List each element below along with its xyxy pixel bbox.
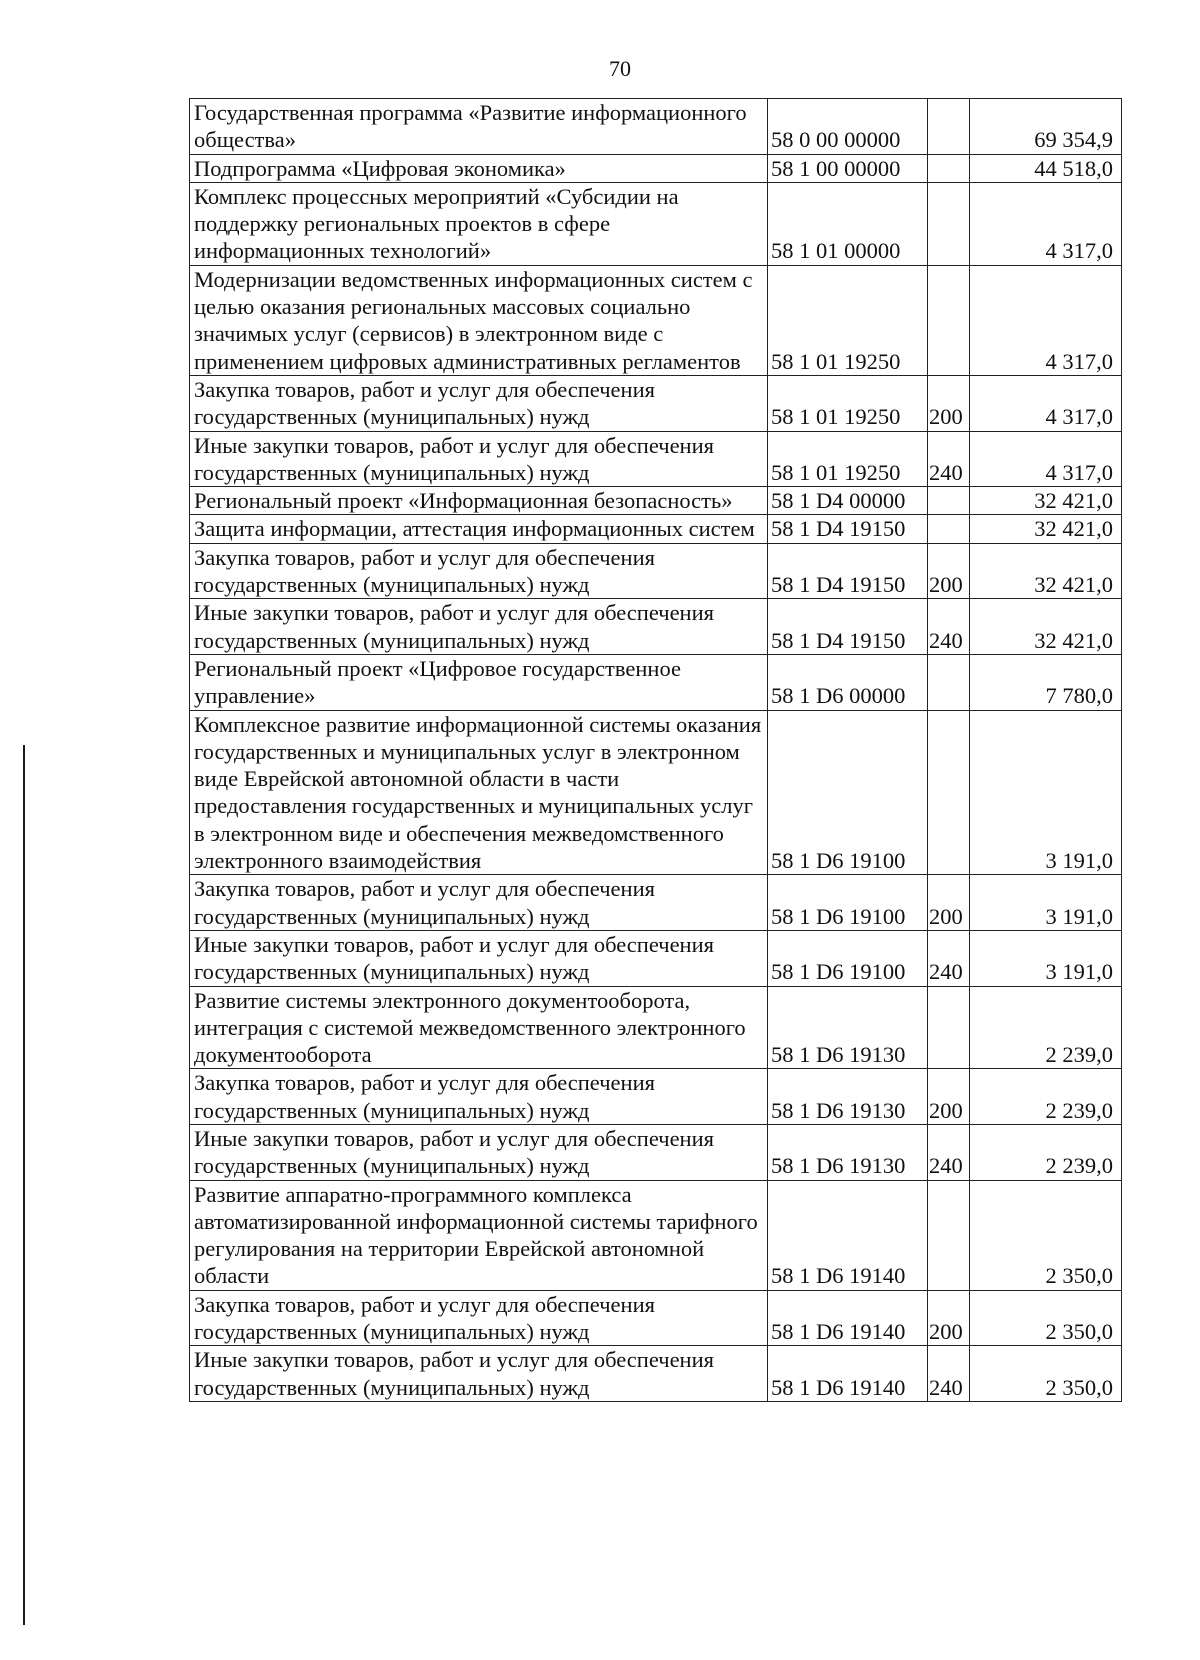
table-row [190,1290,1122,1346]
row-name-cell: Закупка товаров, работ и услуг для обеспечения государственных (муниципальных) нужд [190,543,768,599]
row-expense-type-cell: 200 [928,875,970,931]
table-row [190,99,1122,155]
table-row [190,515,1122,543]
row-expense-type-cell [928,710,970,875]
row-amount-cell: 3 191,0 [970,710,1122,875]
budget-table [189,98,1122,1402]
table-row [190,543,1122,599]
row-expense-type-cell [928,654,970,710]
margin-line [23,745,25,1625]
row-code-cell: 58 1 01 00000 [768,182,928,265]
table-row [190,1180,1122,1290]
table-row [190,930,1122,986]
row-code-cell: 58 1 D4 19150 [768,543,928,599]
row-name-cell: Комплекс процессных мероприятий «Субсидии на поддержку региональных проектов в сфере информационных технологий» [190,182,768,265]
row-code-cell: 58 1 D6 00000 [768,654,928,710]
row-amount-cell: 4 317,0 [970,431,1122,487]
table-row [190,375,1122,431]
row-expense-type-cell: 240 [928,930,970,986]
row-expense-type-cell: 200 [928,543,970,599]
row-code-cell: 58 1 D6 19130 [768,1069,928,1125]
row-code-cell: 58 1 D6 19130 [768,986,928,1069]
table-row [190,875,1122,931]
row-expense-type-cell [928,154,970,182]
row-name-cell: Иные закупки товаров, работ и услуг для обеспечения государственных (муниципальных) нужд [190,431,768,487]
row-code-cell: 58 1 D6 19100 [768,875,928,931]
row-amount-cell: 3 191,0 [970,930,1122,986]
table-body [190,99,1122,1402]
row-expense-type-cell: 240 [928,1346,970,1402]
row-name-cell: Закупка товаров, работ и услуг для обеспечения государственных (муниципальных) нужд [190,1290,768,1346]
page-number: 70 [609,56,631,81]
table-row [190,1346,1122,1402]
row-name-cell: Иные закупки товаров, работ и услуг для обеспечения государственных (муниципальных) нужд [190,1124,768,1180]
row-amount-cell: 32 421,0 [970,515,1122,543]
table-row [190,1124,1122,1180]
row-expense-type-cell: 200 [928,1290,970,1346]
row-expense-type-cell: 240 [928,599,970,655]
row-expense-type-cell [928,487,970,515]
row-name-cell: Иные закупки товаров, работ и услуг для обеспечения государственных (муниципальных) нужд [190,1346,768,1402]
row-amount-cell: 2 350,0 [970,1180,1122,1290]
row-expense-type-cell [928,1180,970,1290]
row-code-cell: 58 1 D4 19150 [768,599,928,655]
row-code-cell: 58 1 01 19250 [768,265,928,375]
row-amount-cell: 69 354,9 [970,99,1122,155]
row-name-cell: Иные закупки товаров, работ и услуг для обеспечения государственных (муниципальных) нужд [190,930,768,986]
row-amount-cell: 32 421,0 [970,543,1122,599]
row-name-cell: Развитие аппаратно-программного комплекса автоматизированной информационной системы тарифного регулирования на территории Еврейской автономной области [190,1180,768,1290]
row-code-cell: 58 1 01 19250 [768,375,928,431]
row-name-cell: Защита информации, аттестация информационных систем [190,515,768,543]
row-amount-cell: 2 350,0 [970,1290,1122,1346]
table-row [190,654,1122,710]
row-name-cell: Региональный проект «Информационная безопасность» [190,487,768,515]
row-code-cell: 58 1 D6 19140 [768,1180,928,1290]
row-amount-cell: 7 780,0 [970,654,1122,710]
row-code-cell: 58 1 01 19250 [768,431,928,487]
row-name-cell: Развитие системы электронного документооборота, интеграция с системой межведомственного электронного документооборота [190,986,768,1069]
row-name-cell: Подпрограмма «Цифровая экономика» [190,154,768,182]
row-amount-cell: 32 421,0 [970,599,1122,655]
table-row [190,487,1122,515]
row-name-cell: Государственная программа «Развитие информационного общества» [190,99,768,155]
row-code-cell: 58 1 D4 00000 [768,487,928,515]
table-row [190,710,1122,875]
row-expense-type-cell: 200 [928,375,970,431]
row-expense-type-cell [928,182,970,265]
row-code-cell: 58 1 D6 19130 [768,1124,928,1180]
row-name-cell: Модернизации ведомственных информационных систем с целью оказания региональных массовых социально значимых услуг (сервисов) в электронном виде с применением цифровых административных регламентов [190,265,768,375]
row-expense-type-cell: 240 [928,431,970,487]
row-code-cell: 58 1 D6 19100 [768,930,928,986]
table-row [190,182,1122,265]
row-amount-cell: 3 191,0 [970,875,1122,931]
row-amount-cell: 2 350,0 [970,1346,1122,1402]
row-amount-cell: 4 317,0 [970,182,1122,265]
row-code-cell: 58 1 00 00000 [768,154,928,182]
table-row [190,265,1122,375]
row-amount-cell: 2 239,0 [970,1069,1122,1125]
row-name-cell: Иные закупки товаров, работ и услуг для обеспечения государственных (муниципальных) нужд [190,599,768,655]
row-amount-cell: 32 421,0 [970,487,1122,515]
row-expense-type-cell: 200 [928,1069,970,1125]
row-name-cell: Комплексное развитие информационной системы оказания государственных и муниципальных услуг в электронном виде Еврейской автономной области в части предоставления государственных и муниципальных услуг в электронном виде и обеспечения межведомственного электронного взаимодействия [190,710,768,875]
row-code-cell: 58 1 D6 19100 [768,710,928,875]
row-amount-cell: 4 317,0 [970,375,1122,431]
row-expense-type-cell [928,986,970,1069]
row-expense-type-cell [928,99,970,155]
row-amount-cell: 44 518,0 [970,154,1122,182]
row-name-cell: Закупка товаров, работ и услуг для обеспечения государственных (муниципальных) нужд [190,875,768,931]
row-expense-type-cell: 240 [928,1124,970,1180]
table-row [190,431,1122,487]
row-amount-cell: 2 239,0 [970,1124,1122,1180]
table-row [190,599,1122,655]
row-code-cell: 58 1 D6 19140 [768,1346,928,1402]
row-expense-type-cell [928,515,970,543]
row-code-cell: 58 1 D4 19150 [768,515,928,543]
row-code-cell: 58 1 D6 19140 [768,1290,928,1346]
table-row [190,1069,1122,1125]
table-row [190,154,1122,182]
table-row [190,986,1122,1069]
row-code-cell: 58 0 00 00000 [768,99,928,155]
row-amount-cell: 4 317,0 [970,265,1122,375]
row-expense-type-cell [928,265,970,375]
row-name-cell: Закупка товаров, работ и услуг для обеспечения государственных (муниципальных) нужд [190,375,768,431]
row-amount-cell: 2 239,0 [970,986,1122,1069]
row-name-cell: Региональный проект «Цифровое государственное управление» [190,654,768,710]
row-name-cell: Закупка товаров, работ и услуг для обеспечения государственных (муниципальных) нужд [190,1069,768,1125]
